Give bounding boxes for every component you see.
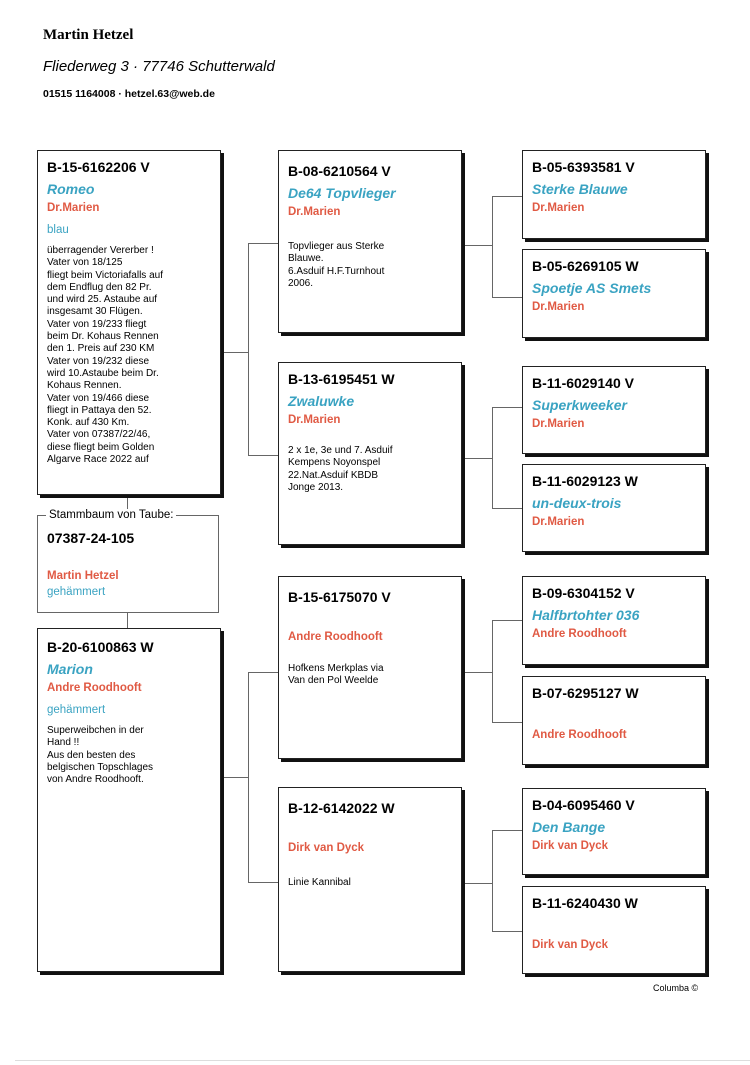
pigeon-name: Romeo	[47, 181, 95, 197]
ancestor-card	[522, 249, 706, 338]
breeder-name: Dirk van Dyck	[288, 842, 365, 854]
dam-dam-card	[278, 787, 462, 972]
connector	[492, 407, 522, 408]
connector	[492, 508, 522, 509]
pigeon-notes: 2 x 1e, 3e und 7. Asduif Kempens Noyonspel 22.Nat.Asduif KBDB Jonge 2013.	[288, 445, 393, 493]
connector	[492, 297, 522, 298]
footer-credit: Columba ©	[653, 983, 699, 993]
ancestor-card	[522, 886, 706, 974]
subject-ring-number: 07387-24-105	[47, 530, 135, 546]
connector	[492, 196, 522, 197]
breeder-name: Dr.Marien	[47, 202, 100, 214]
ring-number: B-08-6210564 V	[288, 163, 391, 179]
connector	[462, 458, 492, 459]
connector	[492, 830, 493, 932]
owner-name: Martin Hetzel	[43, 27, 134, 43]
sire-sire-card	[278, 150, 462, 333]
breeder-name: Dr.Marien	[288, 414, 341, 426]
connector	[248, 672, 278, 673]
connector	[248, 455, 278, 456]
connector	[462, 883, 492, 884]
connector	[492, 620, 493, 723]
breeder-name: Dirk van Dyck	[532, 840, 609, 852]
ancestor-card	[522, 576, 706, 665]
connector	[248, 882, 278, 883]
breeder-name: Dr.Marien	[532, 202, 585, 214]
ancestor-card	[522, 676, 706, 765]
pigeon-name: Spoetje AS Smets	[532, 280, 652, 296]
dam-card	[37, 628, 221, 972]
pigeon-name: Den Bange	[532, 819, 606, 835]
ancestor-card	[522, 788, 706, 875]
dam-sire-card	[278, 576, 462, 759]
connector	[248, 672, 249, 883]
breeder-name: Dr.Marien	[288, 206, 341, 218]
pigeon-notes: überragender Vererber ! Vater von 18/125 fliegt beim Victoriafalls auf dem Endflug den 82 Pr. und wird 25. Astaube auf insgesamt 30 Flügen. Vater von 19/233 fliegt beim Dr. Kohaus Rennen den 1. Preis auf 230 KM Vater von 19/232 diese wird 10.Astaube beim Dr. Kohaus Rennen. Vater von 19/466 diese fliegt in Pattaya den 52. Konk. auf 430 Km. Vater von 07387/22/46, diese fliegt beim Golden Algarve Race 2022 auf	[47, 245, 163, 466]
pedigree-title: Stammbaum von Taube:	[46, 509, 176, 521]
ring-number: B-11-6029123 W	[532, 473, 638, 489]
breeder-name: Andre Roodhooft	[288, 631, 383, 643]
connector	[462, 672, 492, 673]
sire-dam-card	[278, 362, 462, 545]
breeder-name: Andre Roodhooft	[532, 628, 627, 640]
breeder-name: Dr.Marien	[532, 418, 585, 430]
feather-color: blau	[47, 224, 69, 236]
ring-number: B-05-6269105 W	[532, 258, 639, 274]
connector	[221, 352, 249, 353]
pigeon-name: Sterke Blauwe	[532, 181, 628, 197]
subject-card	[37, 515, 219, 613]
ring-number: B-13-6195451 W	[288, 371, 395, 387]
pigeon-name: De64 Topvlieger	[288, 185, 396, 201]
pigeon-notes: Linie Kannibal	[288, 877, 351, 888]
ring-number: B-11-6240430 W	[532, 895, 638, 911]
connector	[492, 722, 522, 723]
connector	[221, 777, 249, 778]
pigeon-name: Halfbrtohter 036	[532, 607, 640, 623]
subject-color: gehämmert	[47, 586, 106, 598]
ancestor-card	[522, 150, 706, 239]
ring-number: B-09-6304152 V	[532, 585, 635, 601]
ring-number: B-15-6162206 V	[47, 159, 150, 175]
pigeon-notes: Hofkens Merkplas via Van den Pol Weelde	[288, 663, 384, 687]
ancestor-card	[522, 464, 706, 552]
ring-number: B-15-6175070 V	[288, 589, 391, 605]
divider	[15, 1060, 750, 1061]
ring-number: B-04-6095460 V	[532, 797, 635, 813]
connector	[127, 613, 128, 628]
connector	[492, 830, 522, 831]
connector	[492, 407, 493, 509]
ring-number: B-20-6100863 W	[47, 639, 154, 655]
owner-address: Fliederweg 3 · 77746 Schutterwald	[43, 58, 275, 75]
connector	[248, 243, 249, 456]
connector	[492, 931, 522, 932]
subject-owner: Martin Hetzel	[47, 570, 119, 582]
ring-number: B-05-6393581 V	[532, 159, 635, 175]
breeder-name: Dirk van Dyck	[532, 939, 609, 951]
connector	[492, 620, 522, 621]
breeder-name: Andre Roodhooft	[47, 682, 142, 694]
pigeon-name: Marion	[47, 661, 93, 677]
pigeon-name: Superkweeker	[532, 397, 627, 413]
ring-number: B-11-6029140 V	[532, 375, 634, 391]
pigeon-notes: Topvlieger aus Sterke Blauwe. 6.Asduif H.F.Turnhout 2006.	[288, 241, 385, 289]
connector	[248, 243, 278, 244]
sire-card	[37, 150, 221, 495]
owner-contact: 01515 1164008 · hetzel.63@web.de	[43, 88, 215, 100]
ring-number: B-12-6142022 W	[288, 800, 395, 816]
pigeon-notes: Superweibchen in der Hand !! Aus den besten des belgischen Topschlages von Andre Roodhooft.	[47, 725, 154, 786]
connector	[462, 245, 492, 246]
ring-number: B-07-6295127 W	[532, 685, 639, 701]
pigeon-name: Zwaluwke	[288, 393, 355, 409]
feather-color: gehämmert	[47, 704, 106, 716]
ancestor-card	[522, 366, 706, 454]
breeder-name: Dr.Marien	[532, 301, 585, 313]
pigeon-name: un-deux-trois	[532, 495, 622, 511]
breeder-name: Andre Roodhooft	[532, 729, 627, 741]
breeder-name: Dr.Marien	[532, 516, 585, 528]
connector	[492, 196, 493, 298]
